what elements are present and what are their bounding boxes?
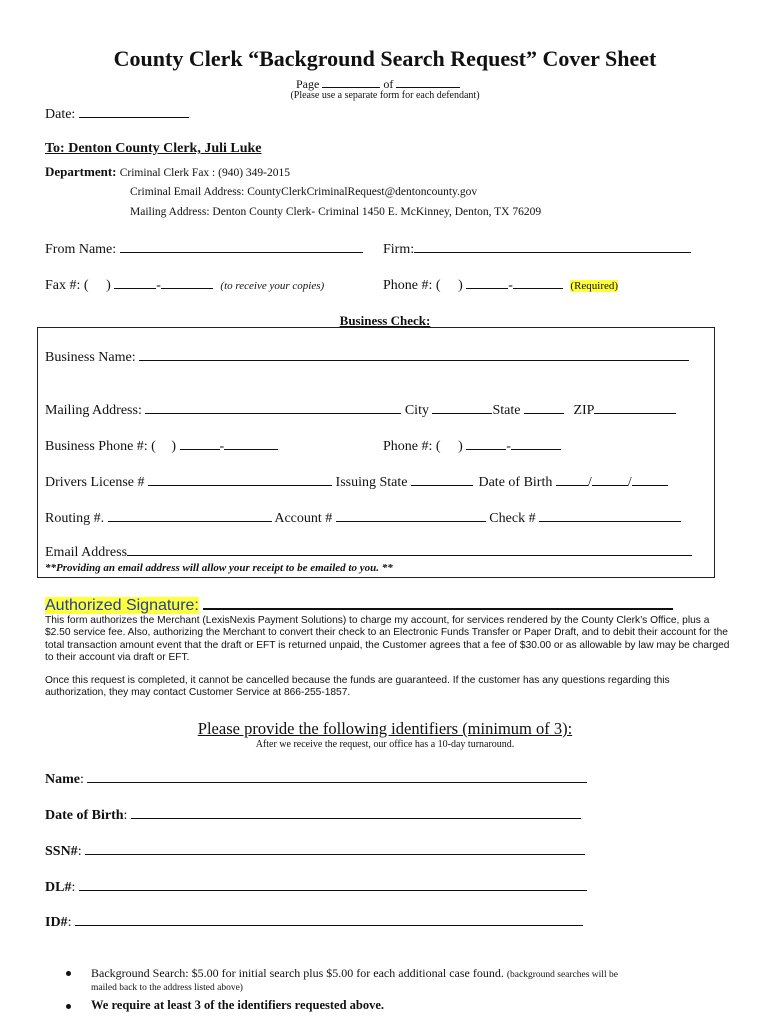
department-row (45, 164, 290, 180)
drivers-license-label: Drivers License # (45, 475, 145, 490)
identifier-id-colon: : (67, 915, 72, 930)
phone-label: Phone #: ( (383, 278, 441, 293)
from-name-row (45, 240, 363, 258)
check-number-label: Check # (489, 511, 536, 526)
routing-field[interactable] (108, 509, 272, 522)
business-phone-number-field[interactable] (224, 437, 278, 450)
page-title: County Clerk “Background Search Request” Cover Sheet (113, 46, 657, 71)
department-value: Criminal Clerk Fax : (940) 349-2015 (119, 167, 290, 179)
authorized-signature-row (45, 596, 673, 615)
account-field[interactable] (336, 509, 486, 522)
identifier-name-field[interactable] (87, 770, 587, 783)
city-field[interactable] (432, 401, 492, 414)
email-note: **Providing an email address will allow your receipt to be emailed to you. ** (45, 562, 393, 574)
business-phone-row: Business Phone #: ( ) - (45, 437, 278, 455)
authorized-signature-field[interactable] (203, 596, 673, 610)
fax-prefix-field[interactable] (114, 276, 156, 289)
routing-row (45, 509, 681, 527)
from-name-field[interactable] (120, 240, 363, 253)
identifier-dl-field[interactable] (79, 878, 587, 891)
to-line: To: Denton County Clerk, Juli Luke (45, 141, 262, 156)
business-phone-label: Business Phone #: ( (45, 439, 156, 454)
routing-label: Routing #. (45, 511, 105, 526)
check-phone-prefix-field[interactable] (466, 437, 506, 450)
separate-form-note: (Please use a separate form for each defendant) (290, 90, 480, 101)
city-label: City (404, 403, 429, 418)
state-field[interactable] (524, 401, 564, 414)
identifier-dob-row (45, 806, 581, 824)
bullet-background-search (91, 966, 618, 981)
from-name-label: From Name: (45, 242, 117, 257)
drivers-license-row: Drivers License # Issuing State Date of Birth / / (45, 473, 668, 491)
identifier-dl-label: DL# (45, 880, 72, 895)
turnaround-note: After we receive the request, our office has a 10-day turnaround. (255, 739, 515, 750)
date-field[interactable] (79, 105, 189, 118)
authorized-signature-label: Authorized Signature: (45, 597, 199, 614)
identifier-dl-row (45, 878, 587, 896)
identifiers-heading: Please provide the following identifiers (minimum of 3): (197, 719, 573, 738)
check-number-field[interactable] (539, 509, 681, 522)
fax-number-field[interactable] (161, 276, 213, 289)
dob-day-field[interactable] (592, 473, 628, 486)
department-label: Department: (45, 164, 117, 179)
fax-receive-note: (to receive your copies) (220, 280, 325, 292)
bullet-identifiers-required: We require at least 3 of the identifiers requested above. (91, 998, 385, 1012)
issuing-state-field[interactable] (411, 473, 473, 486)
check-phone-row: Phone #: ( ) - (383, 437, 561, 455)
business-name-row (45, 348, 689, 366)
drivers-license-field[interactable] (148, 473, 332, 486)
email-field[interactable] (127, 543, 692, 556)
mailing-address-label: Mailing Address: (45, 403, 142, 418)
dob-year-field[interactable] (632, 473, 668, 486)
date-row (45, 105, 189, 123)
dob-month-field[interactable] (556, 473, 588, 486)
business-check-heading: Business Check: (339, 313, 431, 328)
mailing-address-field[interactable] (145, 401, 401, 414)
zip-field[interactable] (594, 401, 676, 414)
identifier-dob-field[interactable] (131, 806, 581, 819)
email-address-line: Criminal Email Address: CountyClerkCriminalRequest@dentoncounty.gov (130, 186, 478, 198)
required-note: (Required) (570, 280, 619, 292)
identifier-dob-label: Date of Birth (45, 808, 124, 823)
firm-row (383, 240, 691, 258)
date-label: Date: (45, 107, 76, 122)
page-number-field[interactable] (322, 75, 380, 88)
mailing-address-row (45, 401, 676, 419)
identifier-dob-colon: : (123, 808, 128, 823)
authorization-paragraph: This form authorizes the Merchant (LexisNexis Payment Solutions) to charge my account, for services rendered by the County Clerk’s Office, plus a $2.50 service fee. Also, authorizing the Merchant to convert their check to an Electronic Funds Transfer or Paper Draft, and to debit their account for the total transaction amount event that the draft or EFT is returned unpaid, the Customer agrees that a fee of $30.00 or as allowable by law may be charged to their account via draft or EFT. (45, 615, 730, 663)
identifier-dl-colon: : (71, 880, 76, 895)
identifier-ssn-colon: : (77, 844, 82, 859)
bullet-background-search-text: Background Search: $5.00 for initial search plus $5.00 for each additional case found. (91, 966, 504, 980)
identifier-id-label: ID# (45, 915, 68, 930)
mailing-address-line: Mailing Address: Denton County Clerk- Criminal 1450 E. McKinney, Denton, TX 76209 (130, 206, 542, 218)
fax-label: Fax #: ( (45, 278, 89, 293)
bullet-dot-icon (66, 1004, 71, 1009)
business-name-label: Business Name: (45, 350, 136, 365)
fax-row: Fax #: ( ) - (to receive your copies) (45, 278, 325, 293)
phone-prefix-field[interactable] (466, 276, 508, 289)
page-total-field[interactable] (396, 75, 460, 88)
identifier-id-row (45, 913, 583, 931)
issuing-state-label: Issuing State (335, 475, 408, 490)
firm-field[interactable] (414, 240, 691, 253)
business-phone-prefix-field[interactable] (180, 437, 220, 450)
business-name-field[interactable] (139, 348, 689, 361)
bullet-background-search-note-cont: mailed back to the address listed above) (91, 983, 243, 993)
identifier-ssn-label: SSN# (45, 844, 78, 859)
account-label: Account # (274, 511, 333, 526)
phone-number-field[interactable] (513, 276, 563, 289)
state-label: State (492, 403, 521, 418)
check-phone-number-field[interactable] (511, 437, 561, 450)
page-label: Page (296, 77, 320, 91)
identifier-name-label: Name (45, 772, 80, 787)
date-of-birth-label: Date of Birth (478, 475, 553, 490)
check-phone-label: Phone #: ( (383, 439, 441, 454)
identifier-id-field[interactable] (75, 913, 583, 926)
identifier-name-row (45, 770, 587, 788)
phone-row: Phone #: ( ) - (Required) (383, 278, 619, 293)
zip-label: ZIP (573, 403, 595, 418)
bullet-background-search-note: (background searches will be (506, 970, 618, 980)
email-row (45, 543, 692, 561)
cancellation-paragraph: Once this request is completed, it cannot be cancelled because the funds are guaranteed. If the customer has any questions regarding this authorization, they may contact Customer Service at 866-255-1857. (45, 675, 670, 699)
identifier-ssn-field[interactable] (85, 842, 585, 855)
identifier-ssn-row (45, 842, 585, 860)
of-label: of (383, 77, 394, 91)
bullet-dot-icon (66, 971, 71, 976)
firm-label: Firm: (383, 242, 415, 257)
email-label: Email Address (45, 545, 128, 560)
identifier-name-colon: : (80, 772, 84, 787)
